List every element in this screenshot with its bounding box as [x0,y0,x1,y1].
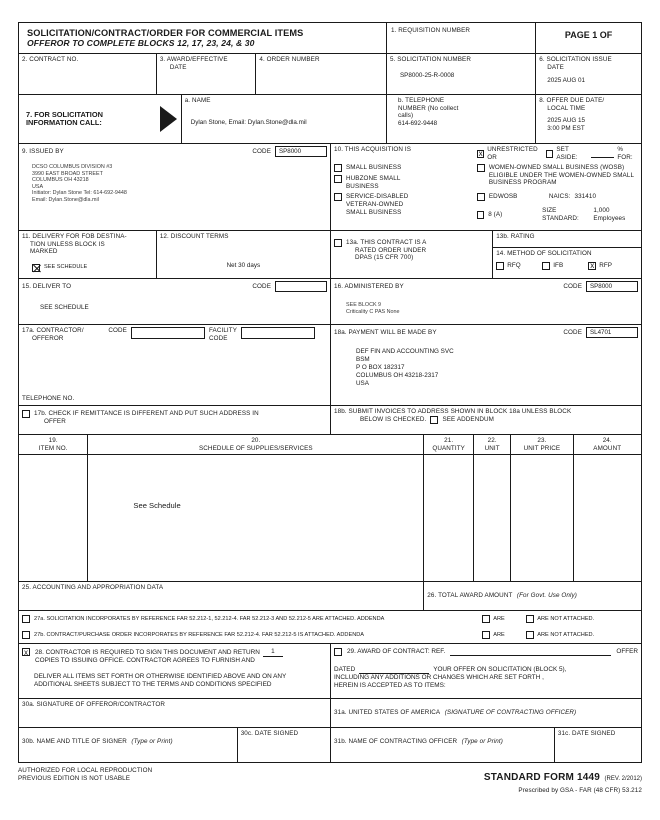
addenda-27a-are-not-label: ARE NOT ATTACHED. [537,615,595,622]
unrestricted-label: UNRESTRICTED OR [487,146,538,161]
deliver-to-code-label: CODE [252,282,271,290]
accounting-data-label: 25. ACCOUNTING AND APPROPRIATION DATA [22,584,164,592]
see-schedule-label: SEE SCHEDULE [44,264,88,271]
order-number-cell[interactable] [255,54,386,94]
col-unit-label: UNIT [484,444,500,452]
footer-left [18,767,484,795]
addenda-27b-are-label: ARE [493,631,505,638]
usa-signature-cell[interactable] [330,699,641,727]
remittance-invoices-row [19,405,641,434]
col-amount [573,435,641,454]
submit-invoices-label2: BELOW IS CHECKED. [360,415,427,423]
offeror-signature-cell[interactable] [19,699,330,727]
rated-order-cell[interactable] [331,231,492,278]
contract-info-row [19,53,641,94]
contact-name-cell[interactable] [181,95,386,143]
offer-due-date-label2: LOCAL TIME [547,104,586,112]
addenda-27a-are-label: ARE [493,615,505,622]
schedule-table-header [19,434,641,454]
remittance-cell[interactable] [19,406,330,434]
block28-line2: COPIES TO ISSUING OFFICE. CONTRACTOR AGREES TO FURNISH AND [35,657,255,665]
ifb-checkbox[interactable] [542,262,550,270]
payment-code-value[interactable]: SL4701 [586,327,638,338]
delivery-fob-label1: 11. DELIVERY FOR FOB DESTINA- [22,233,127,240]
rated-order-label1: 13a. THIS CONTRACT IS A [346,239,427,246]
solicitation-call-label2: INFORMATION CALL: [26,118,102,127]
contracting-officer-name-label-italic: (Type or Print) [461,738,503,746]
addenda-27b-are-not-label: ARE NOT ATTACHED. [537,631,595,638]
solicitation-issue-date-value: 2025 AUG 01 [547,77,586,85]
discount-terms-label: 12. DISCOUNT TERMS [159,233,229,240]
signer-name-label-italic: (Type or Print) [131,738,173,746]
addenda-27b-row [19,627,641,643]
signer-date-cell[interactable] [237,728,330,762]
submit-invoices-cell[interactable] [330,406,641,434]
block29-line4: HEREIN IS ACCEPTED AS TO ITEMS: [334,682,446,690]
addenda-27a-are-checkbox[interactable] [482,615,490,623]
signature-row [19,698,641,727]
addenda-27a-are-not-checkbox[interactable] [526,615,534,623]
col-schedule [87,435,423,454]
see-addendum-label: SEE ADDENDUM [442,415,495,423]
footer-form-name: STANDARD FORM 1449 [483,772,601,784]
administered-by-code-value[interactable]: SP8000 [586,281,638,292]
addenda-27b-cell[interactable] [19,627,479,643]
deliver-to-value: SEE SCHEDULE [40,304,89,311]
addenda-27a-row [19,611,641,627]
sf1449-form [18,22,642,763]
contract-no-cell[interactable] [19,54,156,94]
administered-by-code-label: CODE [563,282,582,290]
body-item-no[interactable] [19,455,87,581]
col-unit-price-num: 23. [537,437,547,444]
accounting-data-cell[interactable] [19,582,423,610]
deliver-administered-row [19,278,641,324]
remittance-label2: OFFER [44,417,66,425]
col-schedule-num: 20. [251,437,261,444]
signer-info-row [19,727,641,762]
contracting-officer-name-label: 31b. NAME OF CONTRACTING OFFICER [333,738,458,746]
addenda-27b-are-not-checkbox[interactable] [526,631,534,639]
solicitation-number-label: 5. SOLICITATION NUMBER [389,56,471,63]
rating-label: 13b. RATING [496,233,535,240]
size-standard-label: SIZE STANDARD: [542,206,579,222]
col-item-no-num: 19. [48,437,58,444]
award-date-label2: DATE [169,63,187,71]
contact-telephone-value: 614-692-9448 [397,119,438,127]
issued-by-acquisition-row [19,143,641,278]
signer-date-label: 30c. DATE SIGNED [240,730,299,738]
payment-made-by-label: 18a. PAYMENT WILL BE MADE BY [334,328,437,336]
body-schedule[interactable] [87,455,423,581]
block28-line4: ADDITIONAL SHEETS SUBJECT TO THE TERMS AND CONDITIONS SPECIFIED [34,681,272,688]
sdvosb-checkbox[interactable] [334,193,342,201]
form-footer [18,763,642,795]
contracting-officer-date-cell[interactable] [554,728,641,762]
issued-by-address-line: COLUMBUS OH 43218 [32,177,89,184]
signer-name-cell[interactable] [19,728,237,762]
offer-due-date-value2: 3:00 PM EST [547,125,585,133]
small-business-checkbox[interactable] [334,164,342,172]
small-business-label: SMALL BUSINESS [346,164,402,172]
rfq-label: RFQ [507,261,521,269]
contact-telephone-label2: NUMBER (No collect [397,104,459,112]
col-schedule-label: SCHEDULE OF SUPPLIES/SERVICES [198,444,313,452]
col-quantity-num: 21. [444,437,454,444]
body-unit[interactable] [473,455,510,581]
block29-checkbox[interactable] [334,648,342,656]
usa-signature-label: 31a. UNITED STATES OF AMERICA [334,709,441,717]
contractor-code-value[interactable] [131,327,205,339]
set-aside-label: SET ASIDE: [556,146,578,161]
delivery-fob-label3: MARKED [30,248,58,256]
solicitation-call-cell [19,95,156,143]
payment-address-line: USA [356,380,369,387]
right-column-group [330,144,641,278]
issued-by-cell[interactable] [19,144,330,230]
block28-line1: 28. CONTRACTOR IS REQUIRED TO SIGN THIS DOCUMENT AND RETURN [35,648,260,656]
footer-right [484,767,642,795]
acquisition-cell [331,144,641,230]
issued-by-address [22,157,327,204]
col-unit [473,435,510,454]
total-award-label-italic: (For Govt. Use Only) [516,592,577,600]
block29-line3: INCLUDING ANY ADDITIONS OR CHANGES WHICH ARE SET FORTH , [334,674,544,681]
contractor-payment-row [19,324,641,405]
ifb-label: IFB [553,261,564,269]
block28-line3: DELIVER ALL ITEMS SET FORTH OR OTHERWISE IDENTIFIED ABOVE AND ON ANY [34,672,287,680]
eight-a-checkbox[interactable] [477,211,484,219]
contact-telephone-label3: calls) [397,112,414,120]
accounting-award-row [19,581,641,610]
payment-code-label: CODE [563,328,582,336]
block28-checkbox[interactable] [22,648,30,656]
contractor-telephone-label: TELEPHONE NO. [22,395,75,403]
hubzone-checkbox[interactable] [334,175,342,183]
wosb-label: WOMEN-OWNED SMALL BUSINESS (WOSB) ELIGIBLE UNDER THE WOMEN-OWNED SMALL BUSINESS PROGRAM [488,164,634,187]
contractor-offeror-cell[interactable] [19,325,330,405]
addenda-group [19,610,641,643]
solicitation-call-label1: 7. FOR SOLICITATION [26,110,103,120]
contact-telephone-label1: b. TELEPHONE [397,97,445,104]
body-amount[interactable] [573,455,641,581]
right-arrow-icon [160,106,177,132]
col-quantity [423,435,473,454]
payment-made-by-cell[interactable] [330,325,641,405]
deliver-to-label: 15. DELIVER TO [22,282,72,290]
deliver-to-cell[interactable] [19,279,330,324]
naics-value: 331410 [574,193,597,201]
solicitation-issue-date-label: 6. SOLICITATION ISSUE [539,56,612,63]
block29-offer-label: OFFER [616,648,638,656]
delivery-discount-row [19,230,330,278]
form-title-line1: SOLICITATION/CONTRACT/ORDER FOR COMMERCIAL ITEMS [27,28,304,38]
facility-code-label1: FACILITY [208,327,238,334]
edwosb-checkbox[interactable] [477,193,485,201]
contact-name-value: Dylan Stone, Email: Dylan.Stone@dla.mil [190,118,307,126]
acquisition-label: 10. THIS ACQUISITION IS [334,146,412,153]
col-quantity-label: QUANTITY [432,444,465,452]
contractor-offeror-label1: 17a. CONTRACTOR/ [22,327,84,334]
set-aside-percent-label: % FOR: [617,146,633,161]
method-solicitation-cell [493,247,641,278]
administered-by-line: Criticality C PAS None [346,308,400,315]
col-amount-label: AMOUNT [593,444,622,452]
discount-terms-value: Net 30 days [226,261,261,269]
addenda-27a-options [479,611,641,627]
deliver-to-code-value[interactable] [275,281,327,292]
usa-signature-label-italic: (SIGNATURE OF CONTRACTING OFFICER) [444,709,577,717]
block29-dated-label: DATED [334,665,356,673]
rfp-checkbox[interactable] [588,262,596,270]
addenda-27b-label: 27b. CONTRACT/PURCHASE ORDER INCORPORATES BY REFERENCE FAR 52.212-4. FAR 52.212-5 IS ATTACHED. ADDENDA [34,631,365,638]
rated-order-row [331,230,641,278]
signature-award-row [19,643,641,698]
rated-order-label2: RATED ORDER UNDER [355,246,427,254]
payment-address-line: BSM [356,356,370,363]
offer-due-date-value1: 2025 AUG 15 [547,117,586,125]
requisition-number-cell[interactable] [386,23,535,53]
offer-due-date-label1: 8. OFFER DUE DATE/ [539,97,605,104]
remittance-checkbox[interactable] [22,410,30,418]
method-solicitation-label: 14. METHOD OF SOLICITATION [496,250,592,257]
rated-order-label3: DPAS (15 CFR 700) [355,254,414,262]
col-unit-num: 22. [487,437,497,444]
issued-by-address-line: DCSO COLUMBUS DIVISION #3 [32,164,113,170]
solicitation-number-value: SP8000-25-R-0008 [399,71,455,79]
addenda-27a-label: 27a. SOLICITATION INCORPORATES BY REFERENCE FAR 52.212-1, 52.212-4. FAR 52.212-3 AND 52.212-5 ARE ATTACHED. ADDENDA [34,615,385,622]
administered-by-line: SEE BLOCK 9 [346,302,382,308]
rating-cell[interactable] [493,231,641,247]
left-column-group [19,144,330,278]
addenda-27b-checkbox[interactable] [22,631,30,639]
contract-no-label: 2. CONTRACT NO. [22,56,79,63]
issued-by-code-label: CODE [252,147,271,155]
size-standard-value: 1,000 Employees [593,206,626,222]
body-quantity[interactable] [423,455,473,581]
footer-prescribed: Prescribed by GSA - FAR (48 CFR) 53.212 [518,787,642,795]
page-of-cell [535,23,641,53]
pointer-arrow-cell [156,95,181,143]
rating-method-group [492,231,641,278]
rfp-label: RFP [599,261,613,269]
payment-address-line: COLUMBUS OH 43218-2317 [356,372,439,379]
requisition-number-label: 1. REQUISITION NUMBER [390,27,471,34]
discount-terms-cell[interactable] [156,231,330,278]
solicitation-contact-row [19,94,641,143]
col-unit-price-label: UNIT PRICE [523,444,561,452]
offeror-signature-label: 30a. SIGNATURE OF OFFEROR/CONTRACTOR [22,701,165,709]
solicitation-issue-date-label2: DATE [547,63,564,71]
remittance-label1: 17b. CHECK IF REMITTANCE IS DIFFERENT AND PUT SUCH ADDRESS IN [34,410,259,417]
header-row [19,23,641,53]
schedule-table-body [19,454,641,581]
delivery-fob-label2: TION UNLESS BLOCK IS [30,240,105,248]
contact-name-label: a. NAME [184,97,211,104]
facility-code-value[interactable] [241,327,315,339]
page-label: PAGE 1 OF [564,30,613,40]
solicitation-issue-date-cell[interactable] [535,54,641,94]
payment-address-line: P O BOX 182317 [356,364,405,371]
addenda-27a-cell[interactable] [19,611,479,627]
addenda-27b-options [479,627,641,643]
issued-by-address-line: USA [32,183,44,190]
administered-by-label: 16. ADMINISTERED BY [334,282,404,290]
award-date-label: 3. AWARD/EFFECTIVE [159,56,228,63]
rated-order-checkbox[interactable] [334,239,342,247]
contact-telephone-cell[interactable] [386,95,535,143]
set-aside-checkbox[interactable] [546,150,553,158]
col-item-no-label: ITEM NO. [38,444,68,452]
body-unit-price[interactable] [510,455,572,581]
schedule-body-text: See Schedule [133,501,181,511]
edwosb-label: EDWOSB [488,193,518,201]
contractor-offeror-label2: OFFEROR [32,334,64,342]
delivery-fob-cell[interactable] [19,231,156,278]
see-schedule-checkbox[interactable] [32,264,40,272]
col-item-no [19,435,87,454]
issued-by-address-line: 3990 EAST BROAD STREET [32,170,103,177]
hubzone-label: HUBZONE SMALL BUSINESS [346,175,401,190]
contractor-sign-cell[interactable] [19,644,330,698]
issued-by-code-value[interactable]: SP8000 [275,146,327,157]
col-amount-num: 24. [602,437,612,444]
footer-reproduction-line2: PREVIOUS EDITION IS NOT USABLE [18,774,131,782]
total-award-label: 26. TOTAL AWARD AMOUNT [427,592,513,600]
issued-by-address-line: Email: Dylan.Stone@dla.mil [32,196,99,203]
award-contract-cell[interactable] [330,644,641,698]
wosb-checkbox[interactable] [477,164,485,172]
addenda-27b-are-checkbox[interactable] [482,631,490,639]
block29-line1: 29. AWARD OF CONTRACT: REF. [347,648,446,656]
contractor-code-label: CODE [108,327,127,334]
block29-line2: YOUR OFFER ON SOLICITATION (BLOCK 5), [433,665,567,673]
footer-reproduction-line1: AUTHORIZED FOR LOCAL REPRODUCTION [18,767,153,775]
contracting-officer-date-label: 31c. DATE SIGNED [557,730,616,738]
sdvosb-label: SERVICE-DISABLED VETERAN-OWNED SMALL BUSINESS [346,193,409,216]
unrestricted-checkbox[interactable] [477,150,484,158]
form-title-line2: OFFEROR TO COMPLETE BLOCKS 12, 17, 23, 24, & 30 [27,38,255,48]
see-addendum-checkbox[interactable] [430,416,438,424]
award-date-cell[interactable] [156,54,256,94]
submit-invoices-label1: 18b. SUBMIT INVOICES TO ADDRESS SHOWN IN BLOCK 18a UNLESS BLOCK [334,408,572,415]
naics-label: NAICS: [548,193,571,201]
offer-due-date-cell[interactable] [535,95,641,143]
payment-address-line: DEF FIN AND ACCOUNTING SVC [356,348,454,355]
eight-a-label: 8 (A) [488,210,503,218]
signer-name-label: 30b. NAME AND TITLE OF SIGNER [22,738,127,746]
addenda-27a-checkbox[interactable] [22,615,30,623]
administered-by-cell[interactable] [330,279,641,324]
rfq-checkbox[interactable] [496,262,504,270]
block28-copies: 1 [263,648,283,657]
col-unit-price [510,435,572,454]
solicitation-number-cell[interactable] [386,54,535,94]
issued-by-address-line: Initiator: Dylan Stone Tel: 614-692-9448 [32,190,127,197]
order-number-label: 4. ORDER NUMBER [259,56,320,63]
total-award-cell[interactable] [423,582,641,610]
contracting-officer-name-cell[interactable] [330,728,554,762]
facility-code-label2: CODE [208,334,228,342]
footer-form-rev: (REV. 2/2012) [604,776,642,783]
form-title-cell [19,23,386,53]
issued-by-label: 9. ISSUED BY [22,147,64,155]
